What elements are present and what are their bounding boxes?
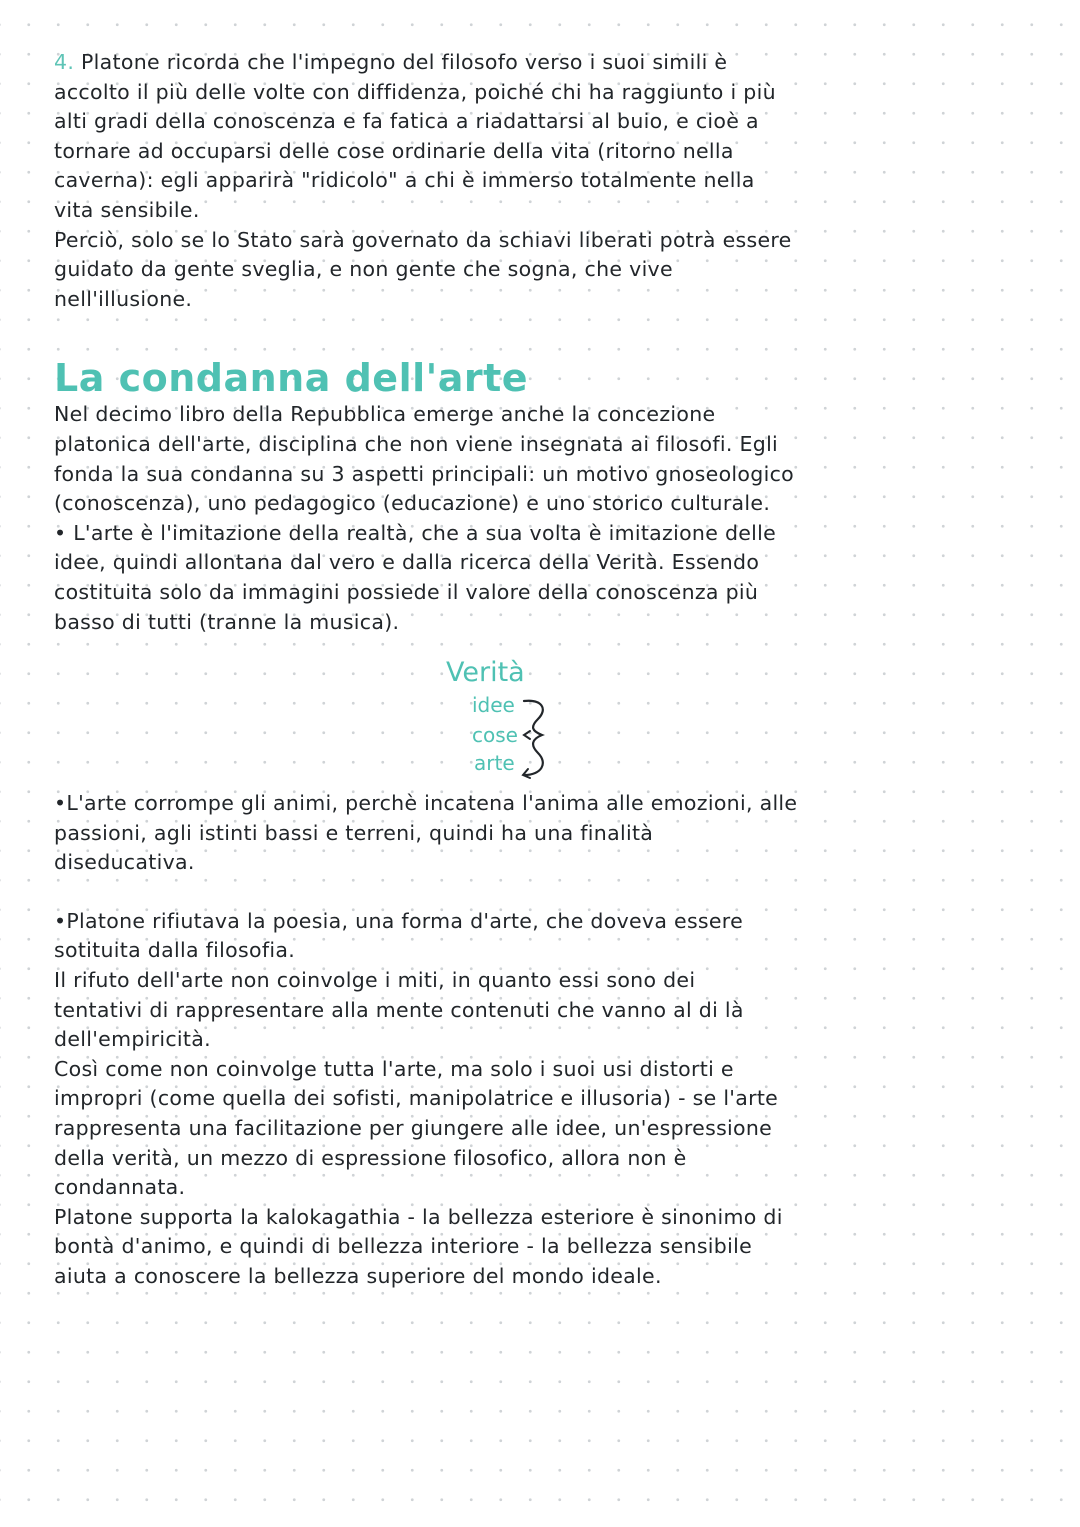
text-line: dell'empiricità. — [54, 1027, 211, 1052]
text-line: diseducativa. — [54, 850, 195, 875]
section-heading: La condanna dell'arte — [54, 356, 529, 401]
text-line: •L'arte corrompe gli animi, perchè incatena l'anima alle emozioni, alle — [54, 791, 798, 816]
text-line: platonica dell'arte, disciplina che non viene insegnata ai filosofi. Egli — [54, 431, 779, 456]
diagram-item-idee: idee — [472, 693, 515, 718]
text-line: condannata. — [54, 1175, 186, 1200]
bullet-corrompe-paragraph — [54, 789, 1034, 878]
text-line: tentativi di rappresentare alla mente contenuti che vanno al di là — [54, 997, 744, 1022]
text-line: nell'illusione. — [54, 286, 193, 311]
text-line: impropri (come quella dei sofisti, manipolatrice e illusoria) - se l'arte — [54, 1086, 779, 1111]
text-line: vita sensibile. — [54, 197, 200, 222]
point-number: 4. — [54, 50, 75, 74]
diagram-item-arte: arte — [474, 751, 515, 776]
text-line: rappresenta una facilitazione per giungere alle idee, un'espressione — [54, 1116, 773, 1141]
text-line: sotituita dalla filosofia. — [54, 938, 296, 963]
text-line: accolto il più delle volte con diffidenza, poiché chi ha raggiunto i più — [54, 79, 776, 104]
text-line: Perciò, solo se lo Stato sarà governato da schiavi liberati potrà essere — [54, 227, 792, 252]
section-4-paragraph — [54, 48, 1034, 314]
text-line: caverna): egli apparirà "ridicolo" a chi è immerso totalmente nella — [54, 168, 755, 193]
text-line: • L'arte è l'imitazione della realtà, che a sua volta è imitazione delle — [54, 520, 777, 545]
text-line: Il rifuto dell'arte non coinvolge i miti, in quanto essi sono dei — [54, 968, 696, 993]
text-line: guidato da gente sveglia, e non gente che sogna, che vive — [54, 257, 673, 282]
text-line: passioni, agli istinti bassi e terreni, quindi ha una finalità — [54, 820, 654, 845]
text-line: aiuta a conoscere la bellezza superiore del mondo ideale. — [54, 1264, 662, 1288]
text-line: (conoscenza), uno pedagogico (educazione) e uno storico culturale. — [54, 491, 771, 516]
notes-page — [54, 48, 1034, 1292]
text-line: della verità, un mezzo di espressione filosofico, allora non è — [54, 1145, 687, 1170]
intro-paragraph — [54, 400, 1034, 637]
curly-arrow-icon — [520, 695, 560, 781]
text-line: •Platone rifiutava la poesia, una forma d'arte, che doveva essere — [54, 908, 744, 933]
text-line: Nel decimo libro della Repubblica emerge anche la concezione — [54, 402, 716, 427]
text-line: alti gradi della conoscenza e fa fatica a riadattarsi al buio, e cioè a — [54, 109, 759, 134]
truth-hierarchy-diagram — [54, 657, 1034, 777]
text-line: costituita solo da immagini possiede il valore della conoscenza più — [54, 579, 759, 604]
text-line: Così come non coinvolge tutta l'arte, ma solo i suoi usi distorti e — [54, 1056, 734, 1081]
text-line: Platone supporta la kalokagathia - la bellezza esteriore è sinonimo di — [54, 1204, 783, 1229]
diagram-item-cose: cose — [472, 723, 518, 748]
text-line: 4. Platone ricorda che l'impegno del filosofo verso i suoi simili è — [54, 50, 728, 74]
bullet-poesia-paragraph — [54, 907, 1034, 1292]
text-line: bontà d'animo, e quindi di bellezza interiore - la bellezza sensibile — [54, 1234, 753, 1259]
text-line: tornare ad occuparsi delle cose ordinarie della vita (ritorno nella — [54, 138, 734, 163]
text-line: idee, quindi allontana dal vero e dalla ricerca della Verità. Essendo — [54, 550, 760, 575]
text-line: basso di tutti (tranne la musica). — [54, 609, 400, 634]
diagram-title: Verità — [446, 657, 525, 689]
text-line: fonda la sua condanna su 3 aspetti principali: un motivo gnoseologico — [54, 461, 794, 486]
